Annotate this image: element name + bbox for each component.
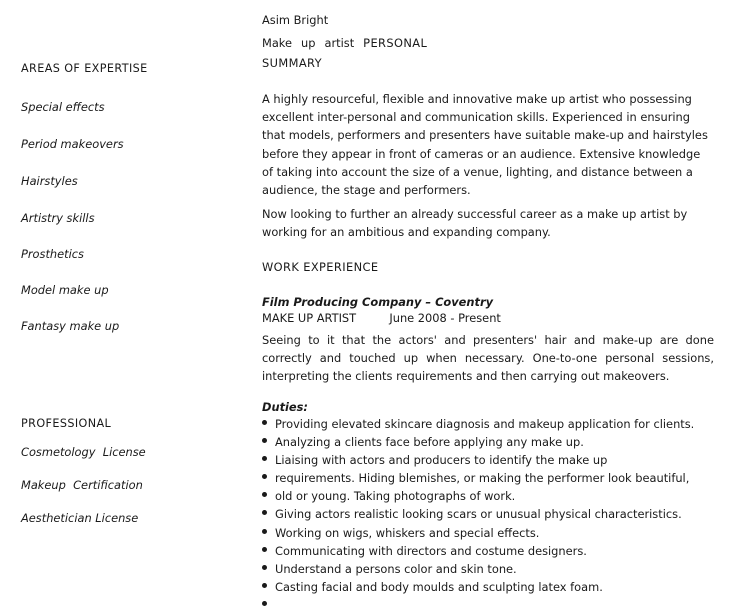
- list-item: [262, 560, 732, 578]
- list-item: [262, 433, 732, 451]
- list-item: [262, 487, 732, 505]
- duty-text: Providing elevated skincare diagnosis and makeup application for clients.: [275, 417, 695, 431]
- duty-text: Communicating with directors and costume designers.: [275, 543, 587, 558]
- expertise-item: Period makeovers: [21, 137, 124, 151]
- professional-item: Makeup Certification: [21, 478, 143, 492]
- duty-text: Analyzing a clients face before applying any make up.: [275, 435, 584, 450]
- summary-paragraph: A highly resourceful, flexible and innovative make up artist who possessing excellent inter-personal and communication skills. Experienced in ensuring that models, performers and presenters have suitable make-up and hairstyles before they appear in front of cameras or an audience. Extensive knowledge of taking into account the size of a venue, lighting, and distance between a audience, the stage and performers.: [262, 92, 708, 198]
- work-experience-heading: WORK EXPERIENCE: [262, 260, 379, 274]
- bullet-icon: [262, 474, 267, 479]
- duty-text: Working on wigs, whiskers and special effects.: [275, 525, 540, 540]
- duty-text: Casting facial and body moulds and sculpting latex foam.: [275, 579, 603, 594]
- bullet-icon: [262, 529, 267, 534]
- expertise-heading: AREAS OF EXPERTISE: [21, 62, 148, 75]
- candidate-name: Asim Bright: [262, 13, 329, 27]
- list-item: [262, 451, 732, 469]
- job-line: [262, 311, 501, 325]
- professional-item: Cosmetology License: [21, 445, 146, 459]
- list-item: [262, 578, 732, 596]
- expertise-item: Prosthetics: [21, 247, 84, 261]
- bullet-icon: [262, 456, 267, 461]
- summary-heading: SUMMARY: [262, 56, 322, 70]
- bullet-icon: [262, 565, 267, 570]
- professional-item: Aesthetician License: [21, 511, 139, 525]
- bullet-icon: [262, 583, 267, 588]
- list-item: [262, 542, 732, 560]
- role-word: artist: [324, 36, 355, 50]
- bullet-icon: [262, 601, 267, 606]
- summary-paragraph: Now looking to further an already successful career as a make up artist by working for an ambitious and expanding company.: [262, 207, 688, 240]
- job-description: Seeing to it that the actors' and presenters' hair and make-up are done correctly and touched up when necessary. One-to-one personal sessions, interpreting the clients requirements and then carrying out makeovers.: [262, 333, 714, 384]
- list-item: [262, 469, 732, 487]
- list-item: [262, 524, 732, 542]
- list-item: [262, 415, 732, 433]
- duty-text: Giving actors realistic looking scars or unusual physical characteristics.: [275, 507, 682, 522]
- duties-heading: Duties:: [262, 400, 308, 414]
- role-word: Make: [262, 36, 293, 50]
- job-title: MAKE UP ARTIST: [262, 311, 357, 325]
- expertise-item: Model make up: [21, 283, 109, 297]
- bullet-icon: [262, 510, 267, 515]
- bullet-icon: [262, 438, 267, 443]
- list-item: [262, 505, 732, 523]
- bullet-icon: [262, 420, 267, 425]
- duty-text: requirements. Hiding blemishes, or making the performer look beautiful,: [275, 471, 690, 486]
- bullet-icon: [262, 492, 267, 497]
- role-tail: PERSONAL: [363, 36, 428, 50]
- expertise-item: Fantasy make up: [21, 319, 120, 333]
- expertise-item: Hairstyles: [21, 174, 78, 188]
- job-dates: June 2008 - Present: [389, 311, 501, 325]
- company-name: Film Producing Company – Coventry: [262, 295, 493, 309]
- expertise-item: Artistry skills: [21, 211, 95, 225]
- expertise-item: Special effects: [21, 100, 105, 114]
- bullet-icon: [262, 547, 267, 552]
- role-word: up: [301, 36, 316, 50]
- role-line: [262, 36, 427, 50]
- professional-heading: PROFESSIONAL: [21, 417, 112, 430]
- duty-text: Liaising with actors and producers to identify the make up: [275, 453, 608, 468]
- duty-text: Understand a persons color and skin tone.: [275, 561, 517, 576]
- duties-list: [262, 415, 732, 614]
- duty-text: old or young. Taking photographs of work.: [275, 489, 516, 504]
